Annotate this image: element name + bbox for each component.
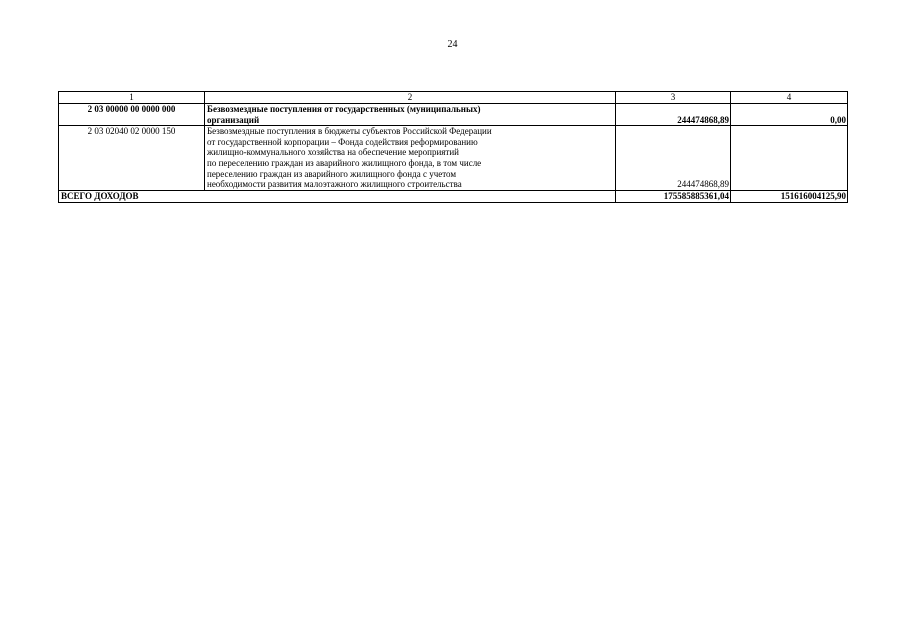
row-value-col3: 244474868,89 (616, 104, 731, 126)
total-value-col3: 175585885361,04 (616, 190, 731, 202)
column-header-3: 3 (616, 92, 731, 104)
row-description (205, 126, 616, 191)
description-line: от государственной корпорации – Фонда содействия реформированию (207, 136, 478, 147)
description-line: жилищно-коммунального хозяйства на обеспечение мероприятий (207, 147, 459, 158)
table-row (59, 126, 848, 191)
revenue-table (58, 91, 848, 203)
page-number: 24 (447, 39, 458, 50)
row-description (205, 104, 616, 126)
description-line: Безвозмездные поступления от государственных (муниципальных) (207, 104, 481, 114)
row-value-col3: 244474868,89 (616, 126, 731, 191)
column-header-1: 1 (59, 92, 205, 104)
row-code: 2 03 02040 02 0000 150 (59, 126, 205, 191)
total-row (59, 190, 848, 202)
description-line: переселению граждан из аварийного жилищного фонда с учетом (207, 168, 457, 179)
description-line: по переселению граждан из аварийного жилищного фонда, в том числе (207, 157, 482, 168)
table-row (59, 104, 848, 126)
table-header-row (59, 92, 848, 104)
row-value-col4 (731, 126, 848, 191)
description-line: организаций (207, 114, 260, 125)
column-header-2: 2 (205, 92, 616, 104)
description-line: Безвозмездные поступления в бюджеты субъектов Российской Федерации (207, 126, 492, 137)
description-line: необходимости развития малоэтажного жилищного строительства (207, 179, 462, 190)
total-label: ВСЕГО ДОХОДОВ (59, 190, 616, 202)
total-value-col4: 151616004125,90 (731, 190, 848, 202)
row-value-col4: 0,00 (731, 104, 848, 126)
column-header-4: 4 (731, 92, 848, 104)
row-code: 2 03 00000 00 0000 000 (59, 104, 205, 126)
